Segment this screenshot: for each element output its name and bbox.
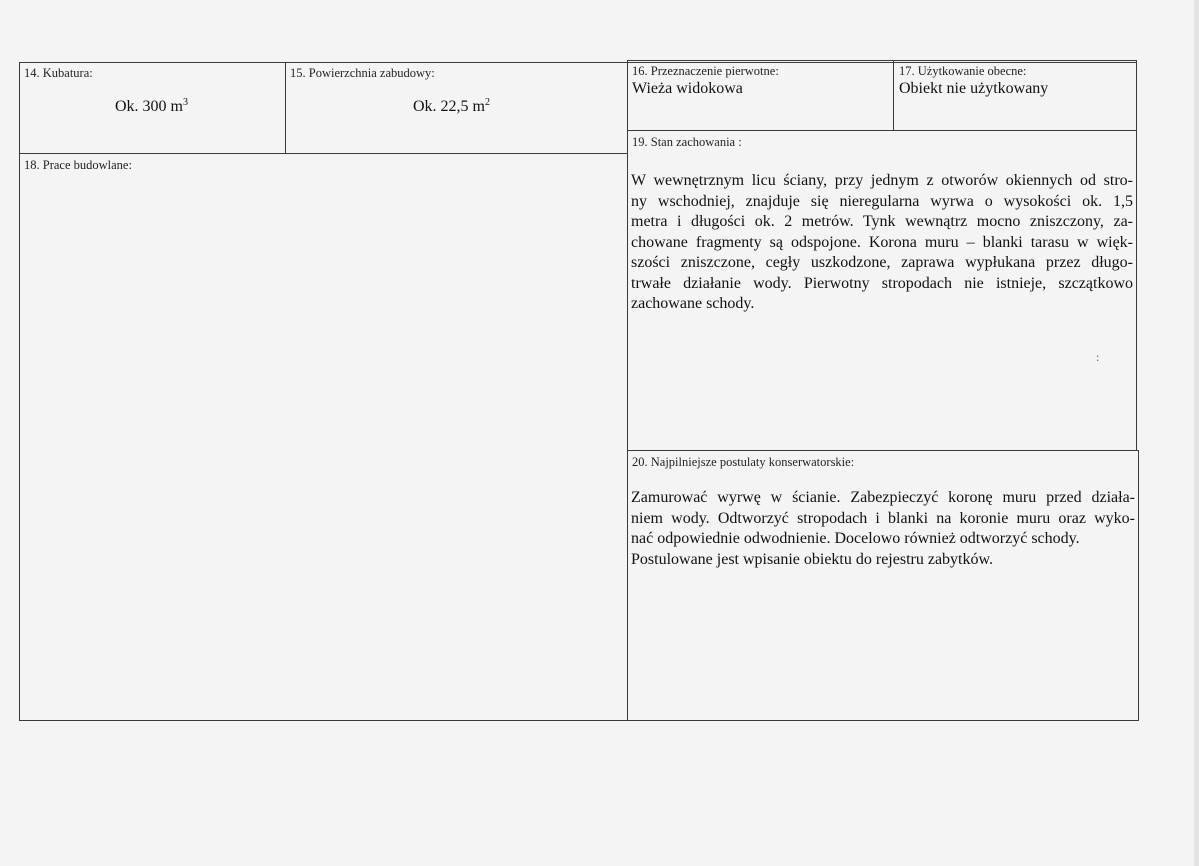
divider-col-left-right <box>627 60 628 721</box>
field-15-value <box>413 98 490 116</box>
divider-row-16-19 <box>627 130 1137 131</box>
field-19-line: trwałe działanie wody. Pierwotny stropodach nie istnieje, szczątkowo <box>631 274 1133 292</box>
table-border-right-upper <box>1136 60 1137 451</box>
field-20-line: niem wody. Odtworzyć stropodach i blanki na koronie muru oraz wyko- <box>631 509 1135 527</box>
table-border-left <box>19 62 20 721</box>
field-15-value-text: Ok. 22,5 m <box>413 98 485 115</box>
field-14-unit-exponent: 3 <box>183 97 188 108</box>
field-20-label: 20. Najpilniejsze postulaty konserwatorskie: <box>632 455 855 469</box>
field-19-line: W wewnętrznym licu ściany, przy jednym z otworów okiennych od stro- <box>631 172 1133 189</box>
table-border-top <box>19 62 1137 63</box>
field-15-unit-exponent: 2 <box>485 97 490 108</box>
field-17-label: 17. Użytkowanie obecne: <box>899 64 1027 78</box>
divider-row-14-18 <box>19 153 628 154</box>
field-14-label: 14. Kubatura: <box>24 66 93 80</box>
table-border-right-lower <box>1138 450 1139 721</box>
divider-col-16-17 <box>893 60 894 131</box>
field-19-label: 19. Stan zachowania : <box>632 135 742 149</box>
table-border-top-right <box>627 60 1137 61</box>
field-19-line: zachowane schody. <box>631 295 755 312</box>
scan-edge <box>1194 0 1199 866</box>
divider-row-19-20 <box>627 450 1138 451</box>
field-19-line: szości zniszczone, cegły uszkodzone, zaprawa wypłukana przez długo- <box>631 254 1133 271</box>
field-20-text <box>631 488 1135 570</box>
field-20-line: nać odpowiednie odwodnienie. Docelowo również odtworzyć schody. <box>631 530 1080 547</box>
field-19-line: chowane fragmenty są odspojone. Korona muru – blanki tarasu w więk- <box>631 233 1133 251</box>
field-16-value: Wieża widokowa <box>632 80 743 97</box>
field-19-line: ny wschodniej, znajduje się nieregularna wyrwa o wysokości ok. 1,5 <box>631 192 1133 210</box>
field-14-value-text: Ok. 300 m <box>115 98 183 115</box>
scan-speck: : <box>1096 350 1100 364</box>
field-14-value <box>115 98 188 116</box>
field-16-label: 16. Przeznaczenie pierwotne: <box>632 64 779 78</box>
divider-col-14-15 <box>285 62 286 154</box>
field-19-text <box>631 171 1133 315</box>
table-border-bottom <box>19 720 1139 721</box>
field-18-label: 18. Prace budowlane: <box>24 158 132 172</box>
field-17-value: Obiekt nie użytkowany <box>899 80 1049 97</box>
field-20-line: Postulowane jest wpisanie obiektu do rejestru zabytków. <box>631 550 993 568</box>
field-19-line: metra i długości ok. 2 metrów. Tynk wewnątrz mocno zniszczony, za- <box>631 213 1133 230</box>
field-20-line: Zamurować wyrwę w ścianie. Zabezpieczyć koronę muru przed działa- <box>631 489 1135 506</box>
field-15-label: 15. Powierzchnia zabudowy: <box>290 66 435 80</box>
